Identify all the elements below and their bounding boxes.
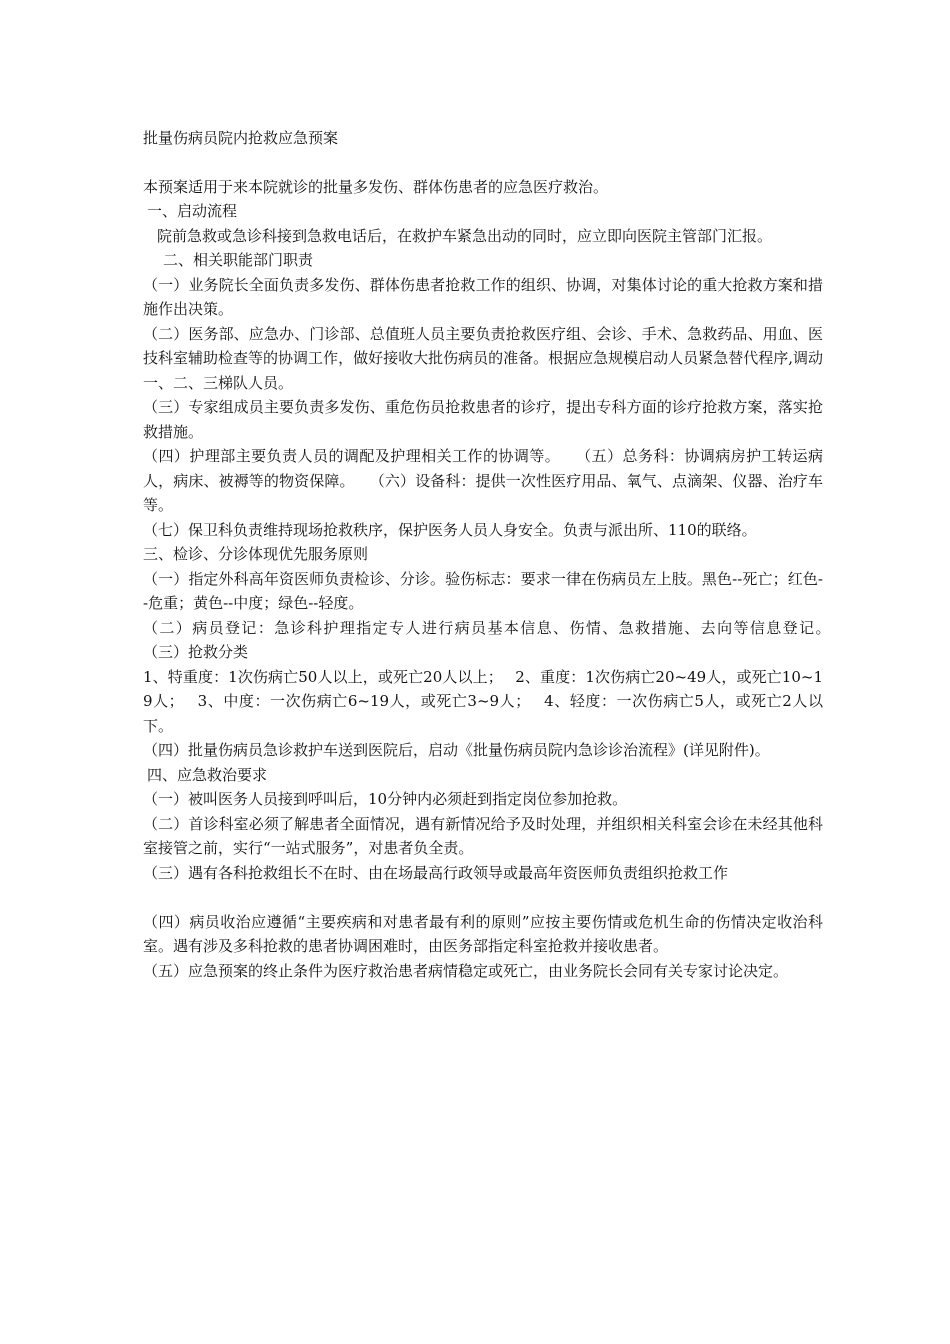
- paragraph: （四）批量伤病员急诊救护车送到医院后，启动《批量伤病员院内急诊诊治流程》(详见附件)。: [143, 741, 770, 759]
- section-heading-2: 二、相关职能部门职责: [163, 251, 314, 269]
- section-heading-3: 三、检诊、分诊体现优先服务原则: [143, 545, 369, 563]
- document-title: 批量伤病员院内抢救应急预案: [143, 129, 339, 147]
- paragraph: （二）医务部、应急办、门诊部、总值班人员主要负责抢救医疗组、会诊、手术、急救药品、用血、医技科室辅助检查等的协调工作，做好接收大批伤病员的准备。根据应急规模启动人员紧急替代程序,调动一、二、三梯队人员。: [143, 324, 823, 392]
- paragraph: （三）遇有各科抢救组长不在时、由在场最高行政领导或最高年资医师负责组织抢救工作: [143, 863, 729, 882]
- document-page: [143, 126, 854, 983]
- paragraph: （一）被叫医务人员接到呼叫后，10分钟内必须赶到指定岗位参加抢救。: [143, 790, 628, 808]
- paragraph: （一）指定外科高年资医师负责检诊、分诊。验伤标志：要求一律在伤病员左上肢。黑色--死亡；红色--危重；黄色--中度；绿色--轻度。: [143, 569, 823, 612]
- intro-paragraph: 本预案适用于来本院就诊的批量多发伤、群体伤患者的应急医疗救治。: [143, 177, 609, 196]
- paragraph: （七）保卫科负责维持现场抢救秩序，保护医务人员人身安全。负责与派出所、110的联络。: [143, 520, 757, 539]
- section-heading-4: 四、应急救治要求: [147, 765, 268, 784]
- paragraph: （二）病员登记：急诊科护理指定专人进行病员基本信息、伤情、急救措施、去向等信息登记。 （三）抢救分类: [143, 618, 854, 661]
- paragraph: （二）首诊科室必须了解患者全面情况，遇有新情况给予及时处理，并组织相关科室会诊在未经其他科室接管之前，实行“一站式服务”，对患者负全责。: [143, 814, 823, 857]
- paragraph: （四）护理部主要负责人员的调配及护理相关工作的协调等。 （五）总务科：协调病房护工转运病人，病床、被褥等的物资保障。 （六）设备科：提供一次性医疗用品、氧气、点滴架、仪器、治疗车等。: [143, 447, 823, 514]
- blank-line: [143, 885, 823, 910]
- paragraph: （一）业务院长全面负责多发伤、群体伤患者抢救工作的组织、协调，对集体讨论的重大抢救方案和措施作出决策。: [143, 275, 823, 318]
- paragraph: （五）应急预案的终止条件为医疗救治患者病情稳定或死亡，由业务院长会同有关专家讨论决定。: [143, 961, 789, 980]
- paragraph: 院前急救或急诊科接到急救电话后，在救护车紧急出动的同时，应立即向医院主管部门汇报。: [157, 226, 773, 245]
- paragraph: （三）专家组成员主要负责多发伤、重危伤员抢救患者的诊疗，提出专科方面的诊疗抢救方案，落实抢救措施。: [143, 398, 823, 441]
- paragraph: 1、特重度：1次伤病亡50人以上，或死亡20人以上； 2、重度：1次伤病亡20~49人，或死亡10~19人； 3、中度：一次伤病亡6~19人，或死亡3~9人； 4、轻度：一次伤病亡5人，或死亡2人以下。: [143, 667, 823, 735]
- section-heading-1: 一、启动流程: [147, 202, 238, 220]
- paragraph: （四）病员收治应遵循“主要疾病和对患者最有利的原则”应按主要伤情或危机生命的伤情决定收治科室。遇有涉及多科抢救的患者协调困难时，由医务部指定科室抢救并接收患者。: [143, 912, 823, 955]
